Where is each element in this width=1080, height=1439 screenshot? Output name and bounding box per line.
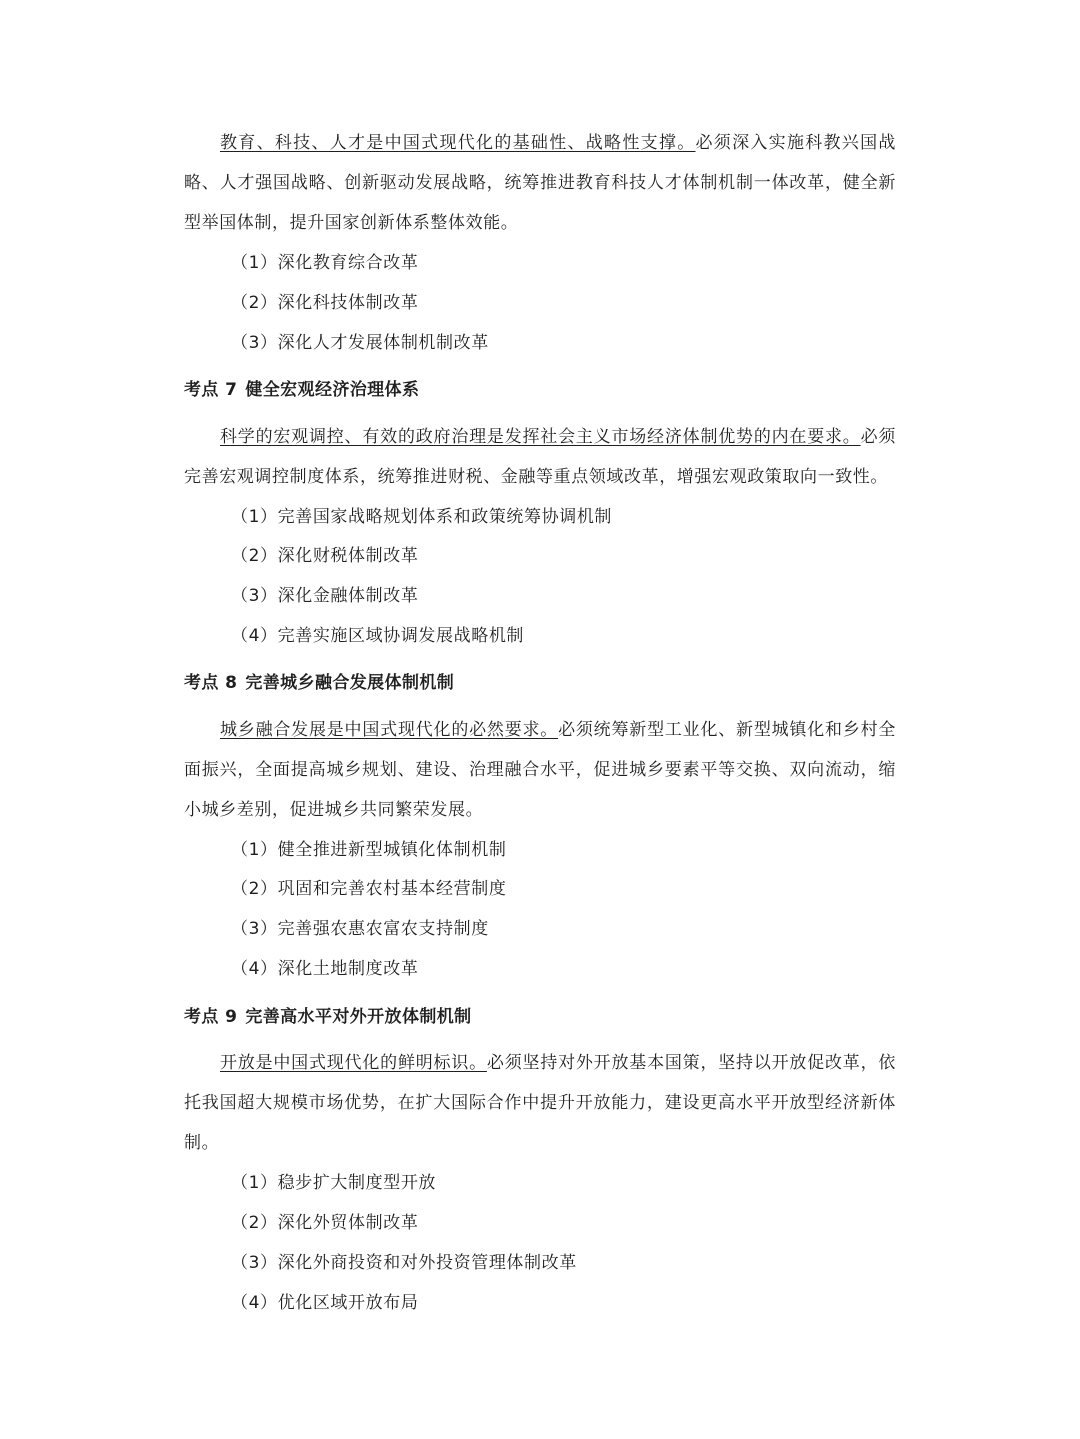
section7-item-2: （2）深化财税体制改革 <box>231 546 419 566</box>
section7-item-3: （3）深化金融体制改革 <box>231 586 419 606</box>
section8-item-1: （1）健全推进新型城镇化体制机制 <box>231 840 507 860</box>
section8-key-sentence: 城乡融合发展是中国式现代化的必然要求。 <box>220 720 559 740</box>
section7-intro-text: 必须完善宏观调控制度体系，统筹推进财税、金融等重点领域改革，增强宏观政策取向一致性。 <box>184 427 896 487</box>
section8-intro-text: 必须统筹新型工业化、新型城镇化和乡村全面振兴，全面提高城乡规划、建设、治理融合水平，促进城乡要素平等交换、双向流动，缩小城乡差别，促进城乡共同繁荣发展。 <box>184 720 896 820</box>
section6-item-2: （2）深化科技体制改革 <box>231 293 419 313</box>
section9-intro-text: 必须坚持对外开放基本国策，坚持以开放促改革，依托我国超大规模市场优势，在扩大国际合作中提升开放能力，建设更高水平开放型经济新体制。 <box>184 1053 896 1153</box>
section9-heading <box>184 997 472 1037</box>
section8-heading-title: 完善城乡融合发展体制机制 <box>245 673 455 693</box>
section9-heading-number: 考点 9 <box>184 1007 238 1027</box>
section7-item-1: （1）完善国家战略规划体系和政策统筹协调机制 <box>231 507 613 527</box>
section6-key-sentence: 教育、科技、人才是中国式现代化的基础性、战略性支撑。 <box>220 133 696 153</box>
section9-item-3: （3）深化外商投资和对外投资管理体制改革 <box>231 1253 577 1273</box>
section8-heading-number: 考点 8 <box>184 673 238 693</box>
section8-item-4: （4）深化土地制度改革 <box>231 959 419 979</box>
section7-heading-title: 健全宏观经济治理体系 <box>245 380 420 400</box>
section9-intro-paragraph <box>184 1043 896 1163</box>
section9-key-sentence: 开放是中国式现代化的鲜明标识。 <box>220 1053 487 1073</box>
section7-key-sentence: 科学的宏观调控、有效的政府治理是发挥社会主义市场经济体制优势的内在要求。 <box>220 427 861 447</box>
section8-item-2: （2）巩固和完善农村基本经营制度 <box>231 879 507 899</box>
section9-item-2: （2）深化外贸体制改革 <box>231 1213 419 1233</box>
section8-heading <box>184 663 454 703</box>
section7-heading <box>184 370 419 410</box>
section9-item-4: （4）优化区域开放布局 <box>231 1293 419 1313</box>
section7-item-4: （4）完善实施区域协调发展战略机制 <box>231 626 525 646</box>
section6-item-3: （3）深化人才发展体制机制改革 <box>231 333 489 353</box>
section8-intro-paragraph <box>184 710 896 830</box>
section9-heading-title: 完善高水平对外开放体制机制 <box>245 1007 472 1027</box>
section6-intro-text: 必须深入实施科教兴国战略、人才强国战略、创新驱动发展战略，统筹推进教育科技人才体制机制一体改革，健全新型举国体制，提升国家创新体系整体效能。 <box>184 133 896 233</box>
section6-intro-paragraph <box>184 123 896 243</box>
section6-item-1: （1）深化教育综合改革 <box>231 253 419 273</box>
section8-item-3: （3）完善强农惠农富农支持制度 <box>231 919 489 939</box>
section7-intro-paragraph <box>184 417 896 497</box>
section7-heading-number: 考点 7 <box>184 380 238 400</box>
section9-item-1: （1）稳步扩大制度型开放 <box>231 1173 437 1193</box>
